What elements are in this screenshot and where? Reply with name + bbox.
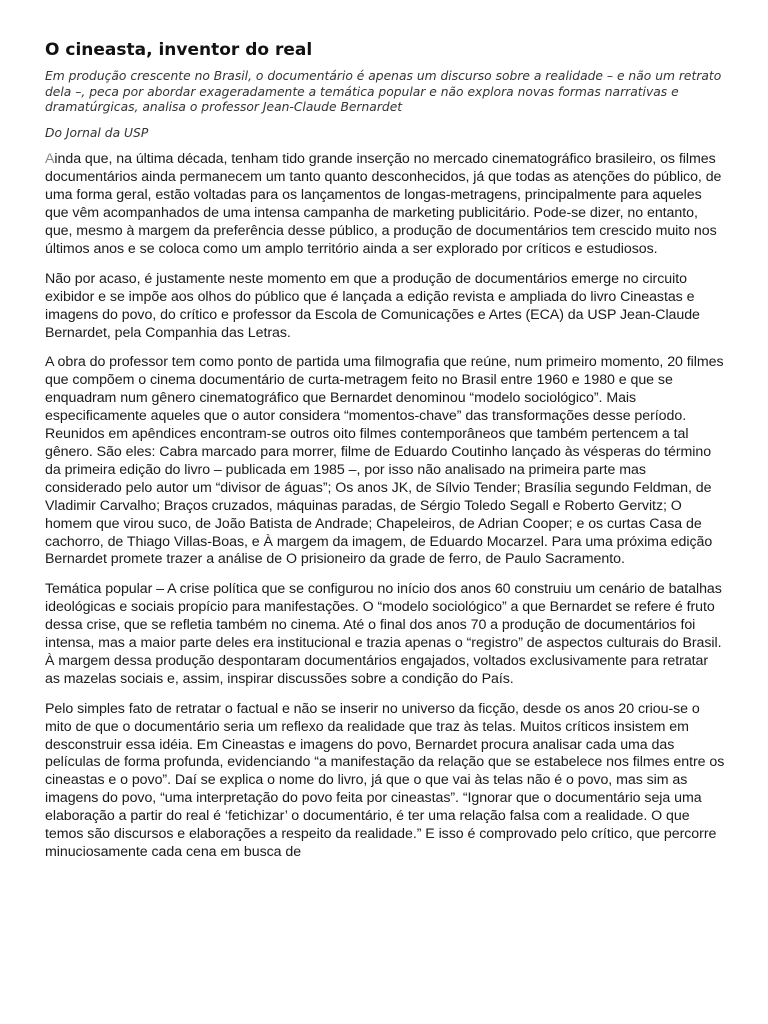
article-subtitle: Em produção crescente no Brasil, o documentário é apenas um discurso sobre a realidade – e não um retrato dela –, peca por abordar exageradamente a temática popular e não explora novas formas narrativas e dramatúrgicas, analisa o professor Jean-Claude Bernardet	[45, 69, 722, 115]
paragraph-4: Temática popular – A crise política que se configurou no início dos anos 60 construiu um cenário de batalhas ideológicas e sociais propício para manifestações. O “modelo sociológico” a que Bernardet se refere é fruto dessa crise, que se refletia também no cinema. Até o final dos anos 70 a produção de documentários foi intensa, mas a maior parte deles era institucional e trazia apenas o “registro” de aspectos culturais do Brasil. À margem dessa produção despontaram documentários engajados, voltados exclusivamente para retratar as mazelas sociais e, assim, inspirar discussões sobre a condição do País.	[45, 581, 722, 687]
article-source: Do Jornal da USP	[45, 125, 149, 140]
paragraph-2: Não por acaso, é justamente neste momento em que a produção de documentários emerge no circuito exibidor e se impõe aos olhos do público que é lançada a edição revista e ampliada do livro Cineastas e imagens do povo, do crítico e professor da Escola de Comunicações e Artes (ECA) da USP Jean-Claude Bernardet, pela Companhia das Letras.	[45, 270, 700, 341]
paragraph-5: Pelo simples fato de retratar o factual e não se inserir no universo da ficção, desde os anos 20 criou-se o mito de que o documentário seria um reflexo da realidade que traz às telas. Muitos críticos insistem em desconstruir essa idéia. Em Cineastas e imagens do povo, Bernardet procura analisar cada uma das películas de forma profunda, evidenciando “a manifestação da relação que se estabelece nos filmes entre os cineastas e o povo”. Daí se explica o nome do livro, já que o que vai às telas não é o povo, mas sim as imagens do povo, “uma interpretação do povo feita por cineastas”. “Ignorar que o documentário seja uma elaboração a partir do real é ‘fetichizar’ o documentário, é ter uma relação falsa com a realidade. O que temos são discursos e elaborações a respeito da realidade.” E isso é comprovado pelo crítico, que percorre minuciosamente cada cena em busca de	[45, 700, 725, 860]
article	[45, 38, 725, 874]
article-title: O cineasta, inventor do real	[45, 40, 313, 60]
paragraph-1-text: inda que, na última década, tenham tido grande inserção no mercado cinematográfico brasileiro, os filmes documentários ainda permanecem um tanto quanto desconhecidos, já que todas as atenções do público, de uma forma geral, estão voltadas para os lançamentos de longas-metragens, principalmente para aqueles que vêm acompanhados de uma intensa campanha de marketing publicitário. Pode-se dizer, no entanto, que, mesmo à margem da preferência desse público, a produção de documentários tem crescido muito nos últimos anos e se coloca como um amplo território ainda a ser explorado por críticos e estudiosos.	[45, 151, 722, 257]
paragraph-1	[45, 151, 725, 258]
paragraph-3: A obra do professor tem como ponto de partida uma filmografia que reúne, num primeiro momento, 20 filmes que compõem o cinema documentário de curta-metragem feito no Brasil entre 1960 e 1980 e que se enquadram num gênero cinematográfico que Bernardet denominou “modelo sociológico”. Mais especificamente aqueles que o autor considera “momentos-chave” das transformações desse período. Reunidos em apêndices encontram-se outros oito filmes contemporâneos que também pertencem a tal gênero. São eles: Cabra marcado para morrer, filme de Eduardo Coutinho lançado às vésperas do término da primeira edição do livro – publicada em 1985 –, por isso não analisado na primeira parte mas considerado pelo autor um “divisor de águas”; Os anos JK, de Sílvio Tender; Brasília segundo Feldman, de Vladimir Carvalho; Braços cruzados, máquinas paradas, de Sérgio Toledo Segall e Roberto Gervitz; O homem que virou suco, de João Batista de Andrade; Chapeleiros, de Adrian Cooper; e os curtas Casa de cachorro, de Thiago Villas-Boas, e À margem da imagem, de Eduardo Mocarzel. Para uma próxima edição Bernardet promete trazer a análise de O prisioneiro da grade de ferro, de Paulo Sacramento.	[45, 354, 724, 568]
drop-cap: A	[45, 151, 55, 168]
